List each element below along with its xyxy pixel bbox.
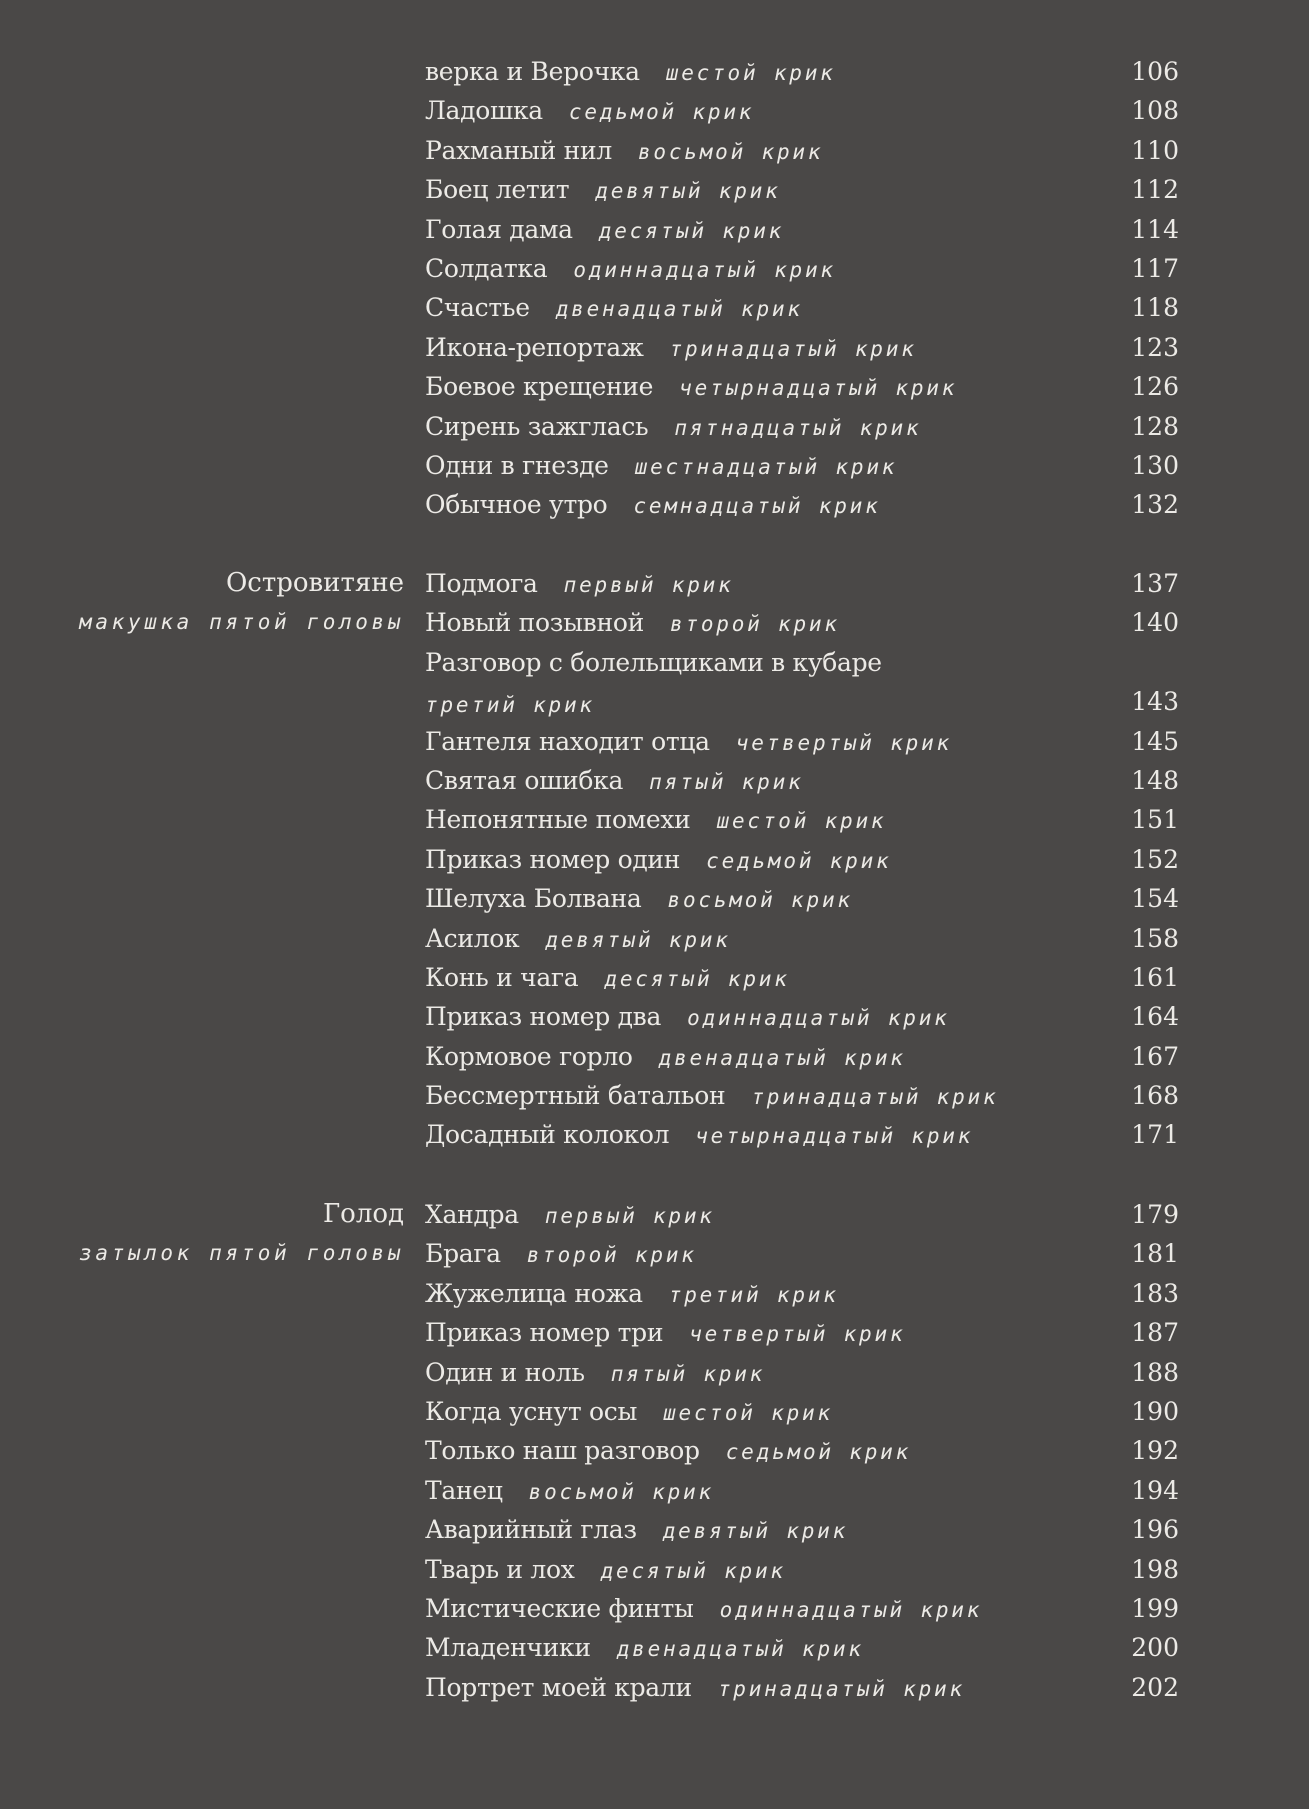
entry-title: Разговор с болельщиками в кубаре [425,647,882,677]
entry-cry-label: семнадцатый крик [633,494,881,519]
entry-title: Непонятные помехи [425,805,691,835]
section-title: Островитяне [225,568,404,598]
toc-entry [425,91,1179,130]
entry-cry-label: третий крик [668,1282,839,1307]
section-subtitle: макушка пятой головы [79,610,404,635]
entry-cry-label: первый крик [563,573,734,597]
toc-entry [425,288,1179,327]
toc-entries [425,52,1179,525]
section-heading [4,1195,404,1274]
entry-cry-label: шестой крик [663,1400,833,1425]
entry-cry-label: четвертый крик [735,730,952,755]
entry-cry-label: одиннадцатый крик [687,1006,950,1031]
entry-title: Кормовое горло [425,1041,633,1071]
entry-page-number: 200 [1131,1633,1179,1663]
toc-entries [425,564,1179,1155]
entry-page-number: 194 [1131,1475,1179,1505]
entry-page-number: 171 [1131,1120,1179,1150]
entry-title: Бессмертный батальон [425,1081,726,1111]
entry-cry-label: пятый крик [649,769,804,794]
entry-cry-label: четырнадцатый крик [695,1124,974,1149]
toc-entry [425,1431,1179,1470]
entry-page-number: 192 [1131,1436,1179,1466]
entry-title: Святая ошибка [425,765,624,795]
toc-entry [425,1313,1179,1352]
entry-cry-label: восьмой крик [528,1479,714,1504]
toc-entry [425,761,1179,800]
entry-cry-label: первый крик [544,1204,715,1228]
entry-cry-label: второй крик [669,612,840,637]
section-heading [4,564,404,643]
entry-title: Гантеля находит отца [425,726,710,756]
entry-title: Боевое крещение [425,372,654,402]
toc-entry [425,603,1179,642]
entry-page-number: 117 [1131,253,1179,283]
entry-page-number: 187 [1131,1318,1179,1348]
entry-title: Один и ноль [425,1357,585,1387]
entry-cry-label: седьмой крик [568,100,755,125]
entry-title: Новый позывной [425,608,644,638]
entry-page-number: 198 [1131,1554,1179,1584]
toc-entry [425,1668,1179,1707]
entry-cry-label: тринадцатый крик [669,336,917,361]
toc-entry [425,879,1179,918]
entry-cry-label: девятый крик [595,179,781,204]
entry-title: Подмога [425,569,538,598]
entry-title: Одни в гнезде [425,450,609,480]
entry-title: Младенчики [425,1633,591,1663]
entry-page-number: 110 [1131,135,1179,165]
entry-page-number: 128 [1131,411,1179,441]
entry-title: Жужелица ножа [425,1278,643,1308]
toc-entry [425,210,1179,249]
entry-page-number: 145 [1131,726,1179,756]
toc-entry [425,1234,1179,1273]
entry-page-number: 130 [1131,450,1179,480]
entry-cry-label: десятый крик [604,966,790,991]
entry-page-number: 126 [1131,372,1179,402]
entry-page-number: 140 [1131,608,1179,638]
toc-entry [425,1076,1179,1115]
entry-page-number: 143 [1131,687,1179,717]
entry-cry-label: девятый крик [545,927,731,952]
entry-title: Голая дама [425,214,573,244]
toc-entry [425,446,1179,485]
entry-page-number: 151 [1131,805,1179,835]
toc-entry [425,1353,1179,1392]
entry-cry-label: шестой крик [665,61,836,85]
toc-entries [425,1195,1179,1707]
entry-cry-label: седьмой крик [706,848,892,873]
entry-title: Обычное утро [425,490,608,520]
entry-page-number: 183 [1131,1278,1179,1308]
entry-cry-label: двенадцатый крик [555,297,803,322]
entry-title: Счастье [425,293,530,323]
entry-title: Когда уснут осы [425,1396,638,1426]
toc-entry [425,919,1179,958]
entry-page-number: 190 [1131,1396,1179,1426]
entry-cry-label: восьмой крик [637,139,824,164]
entry-title: Конь и чага [425,962,579,992]
toc-entry [425,52,1179,91]
entry-title: Хандра [425,1200,519,1229]
entry-title: Асилок [425,923,520,953]
toc-entry [425,249,1179,288]
toc-entry [425,1115,1179,1154]
toc-entry [425,407,1179,446]
entry-title: Шелуха Болвана [425,884,642,914]
entry-title: Солдатка [425,253,548,283]
entry-page-number: 118 [1131,293,1179,323]
toc-entry [425,1195,1179,1234]
entry-page-number: 132 [1131,490,1179,520]
entry-title: Приказ номер один [425,844,681,874]
entry-title: Аварийный глаз [425,1515,637,1545]
toc-entry [425,1628,1179,1667]
entry-cry-label: второй крик [526,1243,697,1268]
entry-cry-label: пятнадцатый крик [674,415,922,440]
toc-entry [425,840,1179,879]
toc-entry [425,958,1179,997]
entry-title: Сирень зажглась [425,411,649,441]
toc-entry [425,1589,1179,1628]
entry-page-number: 123 [1131,332,1179,362]
entry-title: Только наш разговор [425,1436,700,1466]
entry-page-number: 154 [1131,884,1179,914]
entry-page-number: 152 [1131,844,1179,874]
toc-entry [425,1510,1179,1549]
entry-page-number: 106 [1131,57,1179,86]
entry-cry-label: четвертый крик [689,1322,906,1347]
toc-entry [425,800,1179,839]
entry-title: Ладошка [425,96,543,126]
entry-cry-label: пятый крик [610,1361,766,1386]
entry-title: Приказ номер три [425,1318,664,1348]
entry-cry-label: седьмой крик [725,1440,912,1465]
entry-title: Рахманый нил [425,135,612,165]
toc-entry [425,1274,1179,1313]
toc-entry [425,722,1179,761]
entry-cry-label: шестнадцатый крик [634,454,898,479]
entry-title: Приказ номер два [425,1002,662,1032]
section-subtitle: затылок пятой головы [79,1241,404,1266]
toc-entry [425,328,1179,367]
entry-page-number: 167 [1131,1041,1179,1071]
entry-page-number: 137 [1131,569,1179,598]
entry-page-number: 179 [1131,1200,1179,1229]
entry-page-number: 114 [1131,214,1179,244]
entry-title: Мистические финты [425,1593,694,1623]
entry-page-number: 158 [1131,923,1179,953]
entry-page-number: 188 [1131,1357,1179,1387]
entry-title: Икона-репортаж [425,332,644,362]
entry-cry-label: двенадцатый крик [616,1637,864,1662]
entry-page-number: 164 [1131,1002,1179,1032]
toc-entry [425,1037,1179,1076]
entry-title: Брага [425,1239,501,1269]
entry-cry-label: третий крик [425,693,595,718]
entry-cry-label: девятый крик [662,1519,849,1544]
entry-page-number: 148 [1131,765,1179,795]
entry-cry-label: двенадцатый крик [658,1045,906,1070]
entry-page-number: 168 [1131,1081,1179,1111]
entry-page-number: 196 [1131,1515,1179,1545]
entry-title: верка и Верочка [425,57,640,86]
entry-page-number: 108 [1131,96,1179,126]
entry-page-number: 181 [1131,1239,1179,1269]
entry-title: Тварь и лох [425,1554,575,1584]
toc-entry [425,485,1179,524]
entry-cry-label: шестой крик [716,809,887,834]
toc-entry [425,1392,1179,1431]
entry-cry-label: четырнадцатый крик [679,376,958,401]
toc-entry [425,997,1179,1036]
entry-cry-label: восьмой крик [667,888,853,913]
entry-page-number: 112 [1131,175,1179,205]
entry-page-number: 199 [1131,1593,1179,1623]
toc-entry [425,643,1179,722]
toc-entry [425,564,1179,603]
section-title: Голод [322,1199,404,1229]
entry-cry-label: десятый крик [598,218,785,243]
entry-page-number: 161 [1131,962,1179,992]
toc-entry [425,131,1179,170]
entry-cry-label: одиннадцатый крик [719,1597,983,1622]
entry-page-number: 202 [1131,1672,1179,1702]
entry-cry-label: тринадцатый крик [717,1676,965,1701]
toc-entry [425,170,1179,209]
entry-title: Досадный колокол [425,1120,670,1150]
toc-entry [425,1550,1179,1589]
entry-title: Портрет моей крали [425,1672,692,1702]
entry-title: Танец [425,1475,503,1505]
toc-entry [425,367,1179,406]
entry-cry-label: одиннадцатый крик [573,257,836,282]
entry-cry-label: десятый крик [600,1558,786,1583]
entry-cry-label: тринадцатый крик [751,1085,999,1110]
entry-title: Боец летит [425,175,570,205]
toc-entry [425,1471,1179,1510]
